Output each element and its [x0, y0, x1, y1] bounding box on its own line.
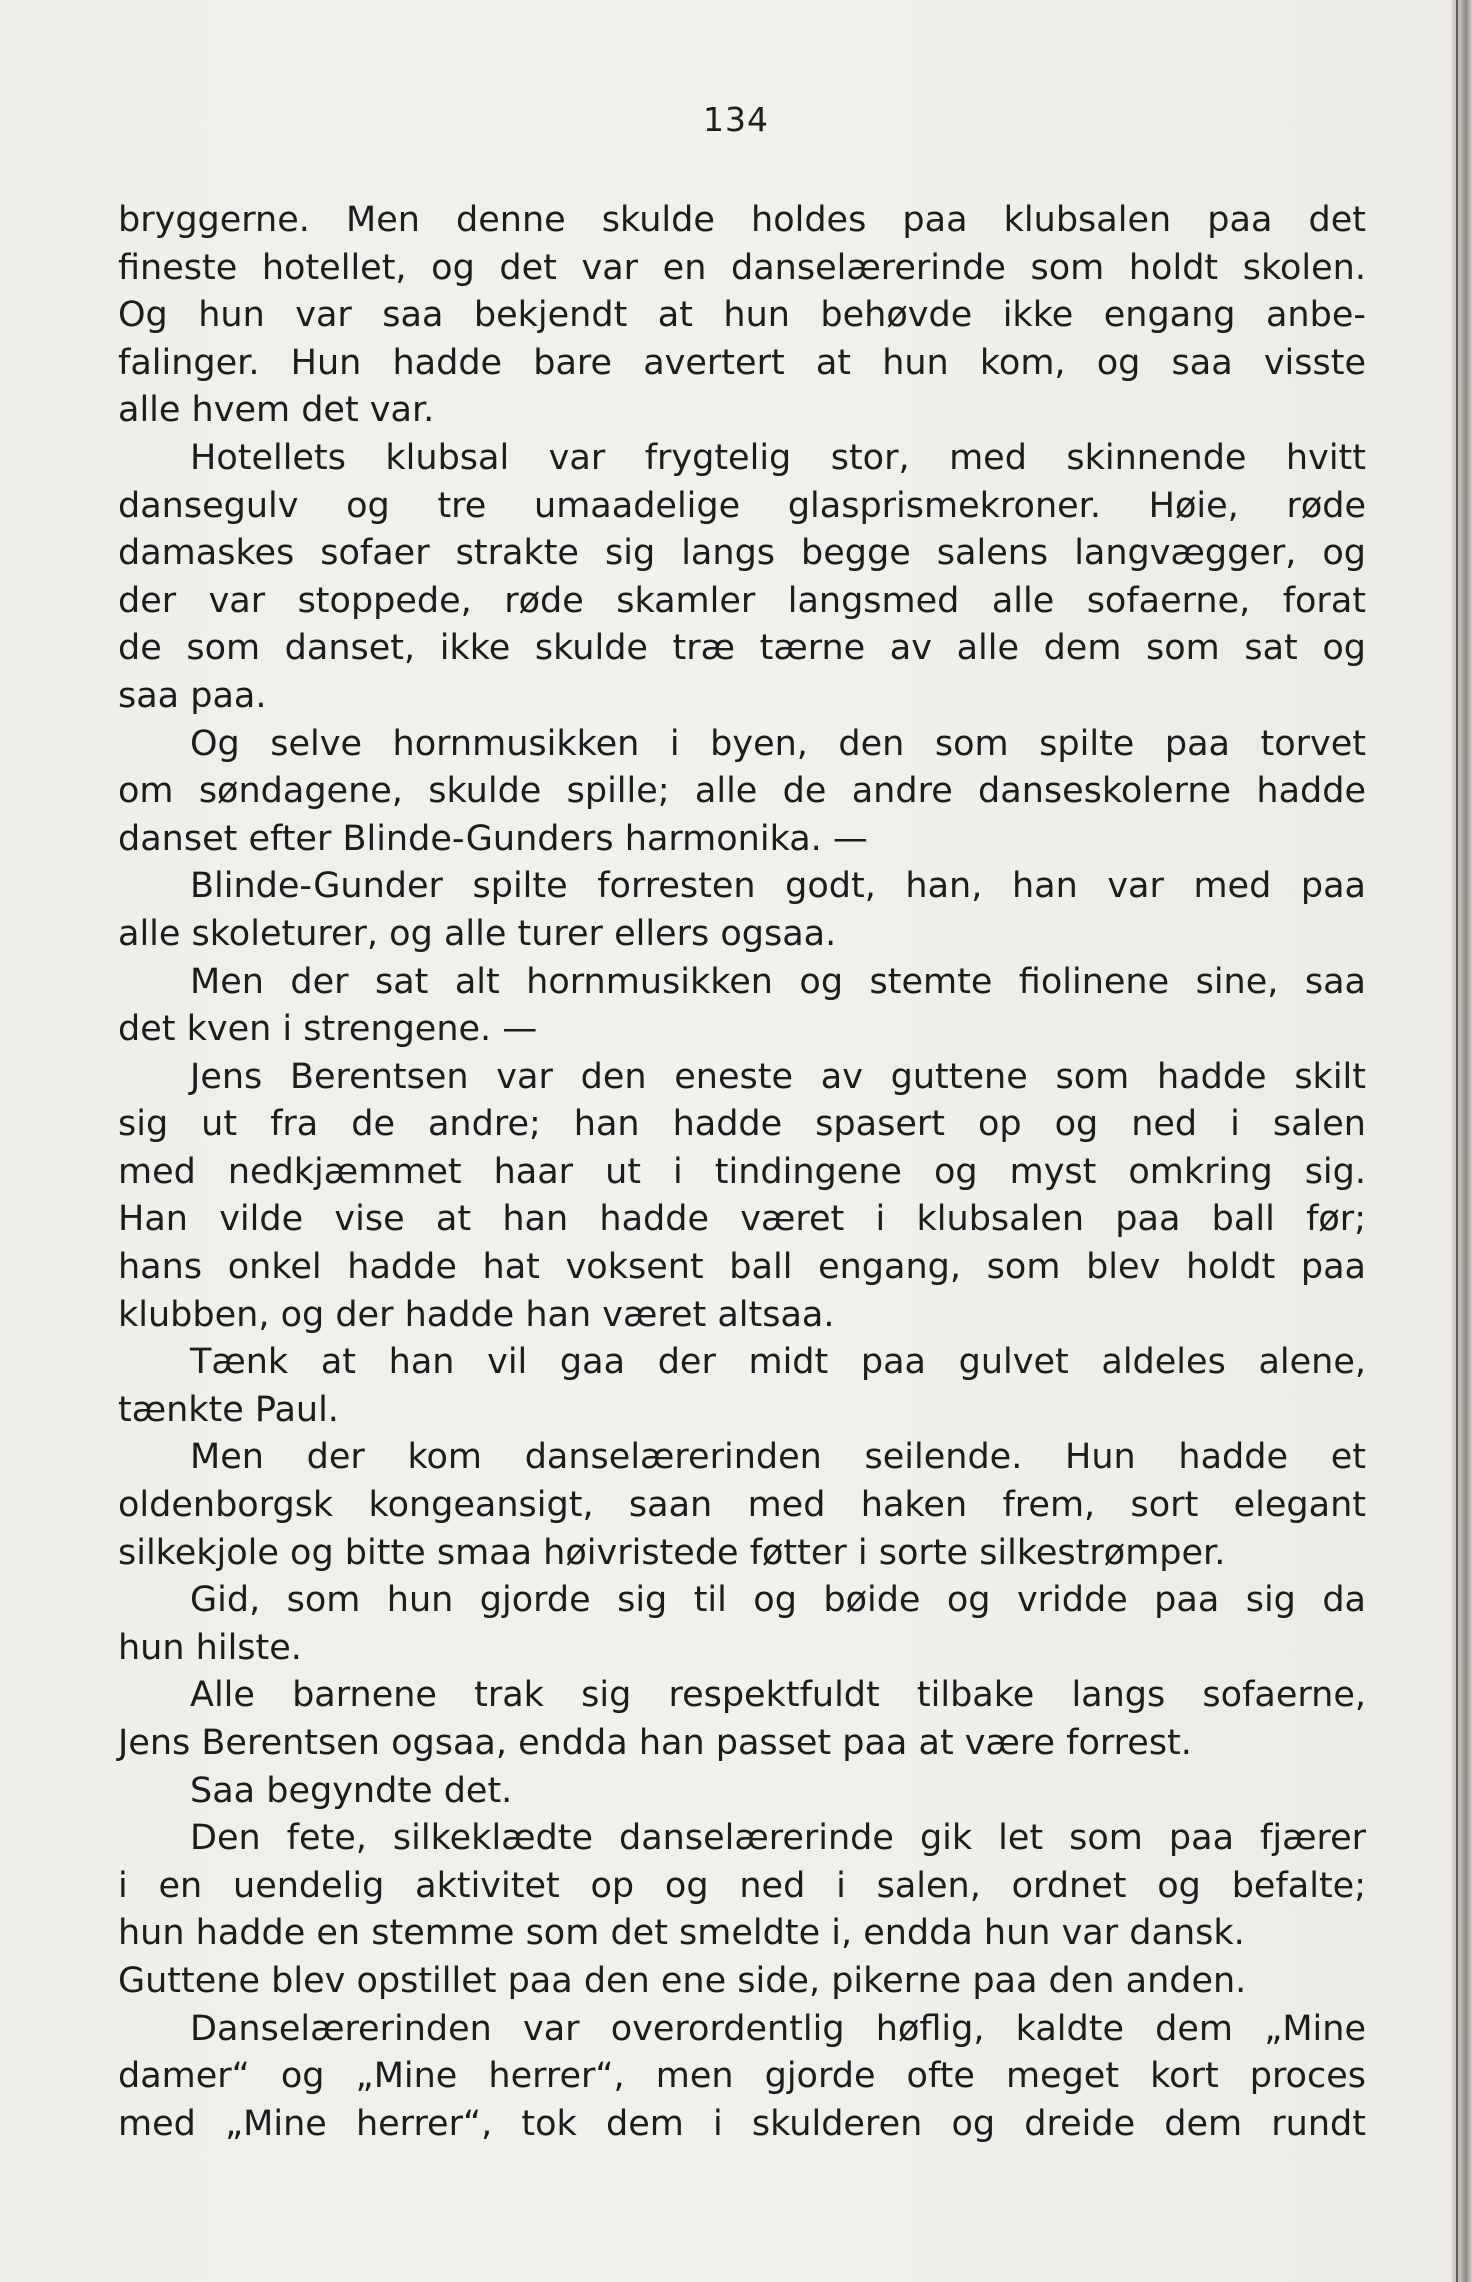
text-line: Men der sat alt hornmusikken og stemte fiolinene sine, saa [190, 961, 1366, 1002]
text-line: Hotellets klubsal var frygtelig stor, med skinnende hvitt [190, 437, 1366, 478]
text-line: Saa begyndte det. [190, 1770, 513, 1811]
text-line: med nedkjæmmet haar ut i tindingene og myst omkring sig. [118, 1151, 1366, 1192]
text-line: bryggerne. Men denne skulde holdes paa klubsalen paa det [118, 200, 1366, 240]
text-line: silkekjole og bitte smaa høivristede føtter i sorte silkestrømper. [118, 1532, 1226, 1573]
text-line: damaskes sofaer strakte sig langs begge salens langvægger, og [118, 533, 1366, 574]
text-line: Blinde-Gunder spilte forresten godt, han, han var med paa [190, 866, 1366, 907]
text-line: om søndagene, skulde spille; alle de andre danseskolerne hadde [118, 771, 1366, 812]
text-line: tænkte Paul. [118, 1389, 339, 1430]
text-line: i en uendelig aktivitet op og ned i salen, ordnet og befalte; [118, 1865, 1366, 1906]
text-line: Gid, som hun gjorde sig til og bøide og vridde paa sig da [190, 1580, 1366, 1621]
text-line: danset efter Blinde-Gunders harmonika. — [118, 818, 868, 859]
text-line: Alle barnene trak sig respektfuldt tilbake langs sofaerne, [190, 1675, 1366, 1716]
text-line: falinger. Hun hadde bare avertert at hun kom, og saa visste [118, 342, 1366, 383]
text-line: hans onkel hadde hat voksent ball engang, som blev holdt paa [118, 1247, 1366, 1288]
body-text [118, 197, 1366, 2148]
text-line: Jens Berentsen ogsaa, endda han passet paa at være forrest. [118, 1723, 1192, 1763]
text-line: sig ut fra de andre; han hadde spasert op og ned i salen [118, 1104, 1366, 1145]
text-line: Den fete, silkeklædte danselærerinde gik let som paa fjærer [190, 1818, 1366, 1859]
text-line: fineste hotellet, og det var en danselærerinde som holdt skolen. [118, 247, 1366, 288]
page-edge [1452, 0, 1472, 2282]
text-line: Tænk at han vil gaa der midt paa gulvet aldeles alene, [190, 1342, 1366, 1383]
page-number: 134 [703, 100, 769, 139]
text-line: med „Mine herrer“, tok dem i skulderen og dreide dem rundt [118, 2103, 1366, 2144]
text-line: Han vilde vise at han hadde været i klubsalen paa ball før; [118, 1199, 1366, 1240]
text-line: Og selve hornmusikken i byen, den som spilte paa torvet [190, 723, 1366, 764]
text-line: det kven i strengene. — [118, 1009, 538, 1050]
text-line: de som danset, ikke skulde træ tærne av alle dem som sat og [118, 628, 1366, 669]
text-line: saa paa. [118, 675, 267, 716]
text-line: alle skoleturer, og alle turer ellers ogsaa. [118, 913, 837, 954]
text-line: Men der kom danselærerinden seilende. Hun hadde et [190, 1437, 1366, 1478]
text-line: dansegulv og tre umaadelige glasprismekroner. Høie, røde [118, 485, 1366, 526]
text-line: Og hun var saa bekjendt at hun behøvde ikke engang anbe- [118, 295, 1366, 336]
text-line: Danselærerinden var overordentlig høflig, kaldte dem „Mine [190, 2008, 1366, 2049]
text-line: Jens Berentsen var den eneste av guttene som hadde skilt [190, 1056, 1366, 1097]
text-line: hun hadde en stemme som det smeldte i, endda hun var dansk. [118, 1913, 1245, 1954]
text-line: hun hilste. [118, 1627, 302, 1668]
text-line: klubben, og der hadde han været altsaa. [118, 1294, 835, 1335]
text-line: Guttene blev opstillet paa den ene side, pikerne paa den anden. [118, 1960, 1247, 2001]
text-line: oldenborgsk kongeansigt, saan med haken frem, sort elegant [118, 1485, 1366, 1526]
text-line: alle hvem det var. [118, 390, 435, 431]
text-line: der var stoppede, røde skamler langsmed alle sofaerne, forat [118, 580, 1366, 621]
page-edge-line [1456, 0, 1458, 2282]
text-line: damer“ og „Mine herrer“, men gjorde ofte meget kort proces [118, 2056, 1366, 2097]
